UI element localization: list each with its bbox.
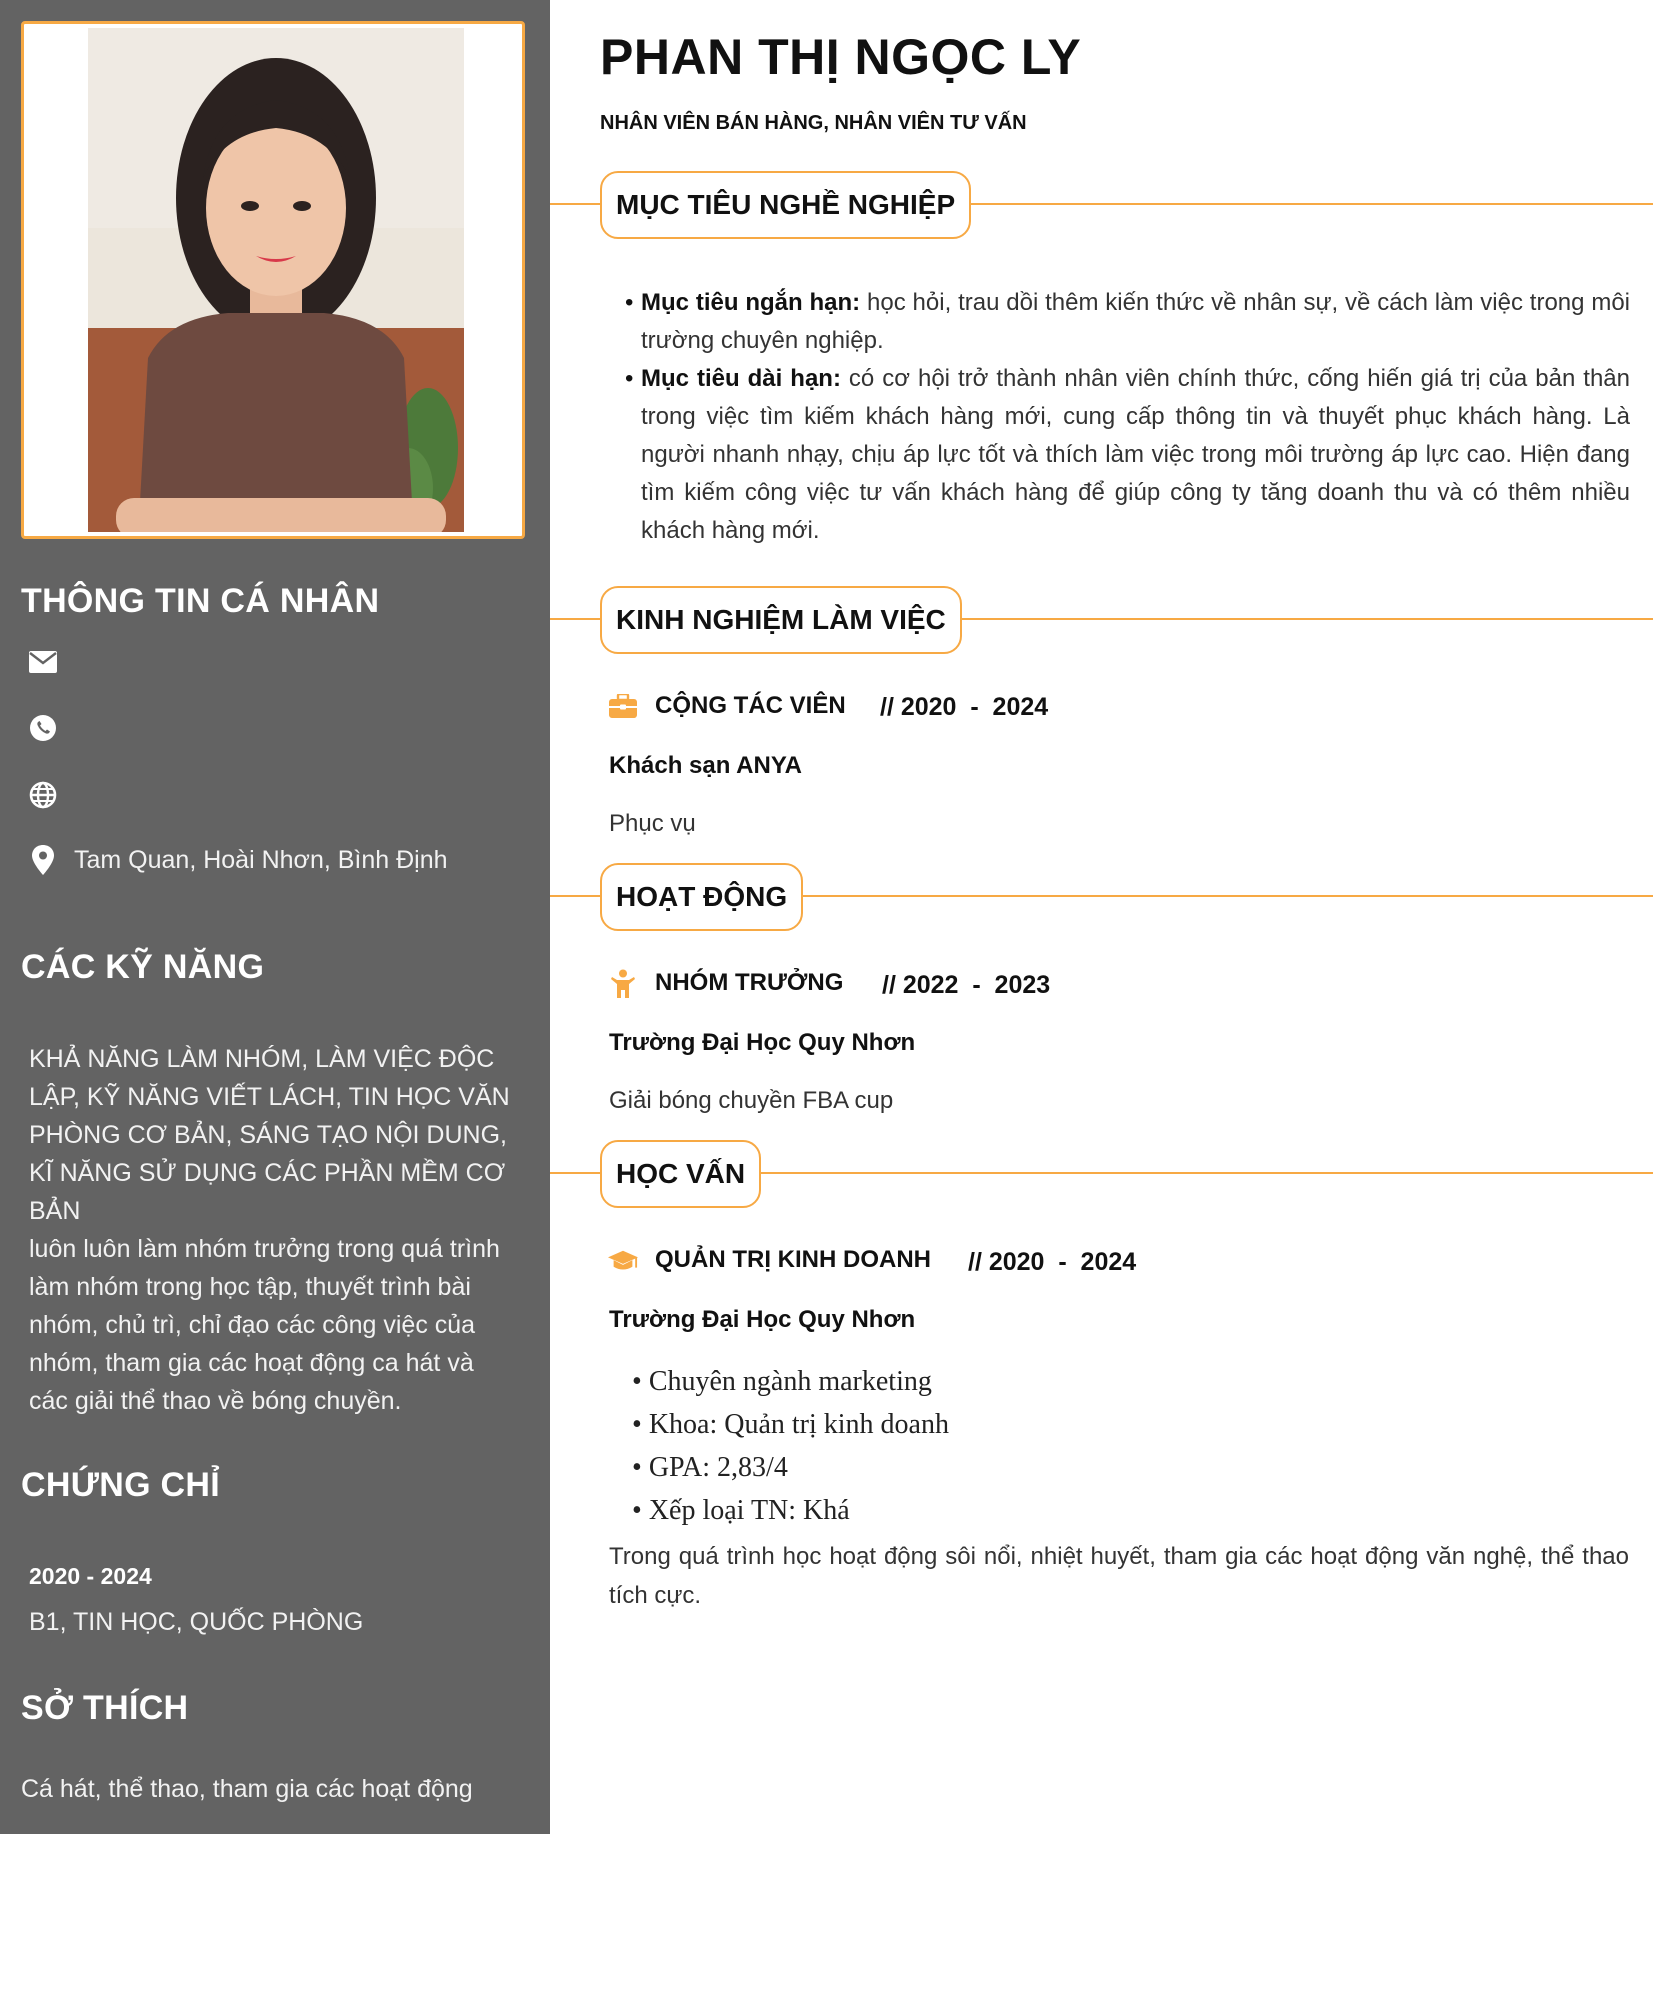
sidebar xyxy=(0,0,550,1834)
skills-line: các giải thể thao về bóng chuyền. xyxy=(29,1387,402,1415)
certificates-heading: CHỨNG CHỈ xyxy=(21,1466,221,1504)
candidate-role: NHÂN VIÊN BÁN HÀNG, NHÂN VIÊN TƯ VẤN xyxy=(600,112,1027,134)
certificate-name: B1, TIN HỌC, QUỐC PHÒNG xyxy=(29,1608,364,1636)
contact-email xyxy=(28,642,74,682)
education-title: QUẢN TRỊ KINH DOANH xyxy=(655,1246,931,1273)
contact-address xyxy=(28,840,448,880)
activities-org: Trường Đại Học Quy Nhơn xyxy=(609,1029,916,1056)
skills-line: LẬP, KỸ NĂNG VIẾT LÁCH, TIN HỌC VĂN xyxy=(29,1083,510,1111)
personal-info-heading: THÔNG TIN CÁ NHÂN xyxy=(21,582,380,620)
education-details xyxy=(632,1360,949,1532)
list-item: • GPA: 2,83/4 xyxy=(632,1446,949,1489)
map-marker-icon xyxy=(28,845,58,875)
globe-icon xyxy=(28,780,58,810)
candidate-name: PHAN THỊ NGỌC LY xyxy=(600,29,1082,85)
education-org: Trường Đại Học Quy Nhơn xyxy=(609,1306,916,1333)
experience-entry-header xyxy=(608,686,638,726)
activities-heading: HOẠT ĐỘNG xyxy=(600,863,803,931)
education-entry-header xyxy=(608,1242,638,1282)
skills-line: nhóm, tham gia các hoạt động ca hát và xyxy=(29,1349,474,1377)
graduation-cap-icon xyxy=(608,1247,638,1277)
skills-line: KĨ NĂNG SỬ DỤNG CÁC PHẦN MỀM CƠ xyxy=(29,1159,506,1187)
objective-heading: MỤC TIÊU NGHỀ NGHIỆP xyxy=(600,171,971,239)
certificate-year: 2020 - 2024 xyxy=(29,1563,152,1589)
profile-photo-frame xyxy=(21,21,525,539)
contact-website xyxy=(28,775,74,815)
briefcase-icon xyxy=(608,691,638,721)
contact-address-value: Tam Quan, Hoài Nhơn, Bình Định xyxy=(74,845,448,874)
objective-list xyxy=(625,284,1630,550)
education-date: // 2020 - 2024 xyxy=(968,1248,1137,1276)
experience-org: Khách sạn ANYA xyxy=(609,752,802,779)
experience-heading: KINH NGHIỆM LÀM VIỆC xyxy=(600,586,962,654)
activities-entry-header xyxy=(608,964,638,1004)
skills-text xyxy=(29,1040,519,1420)
envelope-icon xyxy=(28,647,58,677)
education-extra: Trong quá trình học hoạt động sôi nổi, nhiệt huyết, tham gia các hoạt động văn nghệ, thể thao tích cực. xyxy=(609,1543,1629,1609)
skills-line: KHẢ NĂNG LÀM NHÓM, LÀM VIỆC ĐỘC xyxy=(29,1045,495,1073)
skills-line: luôn luôn làm nhóm trưởng trong quá trình xyxy=(29,1235,500,1263)
activities-date: // 2022 - 2023 xyxy=(882,971,1051,999)
experience-title: CỘNG TÁC VIÊN xyxy=(655,692,846,719)
activities-desc: Giải bóng chuyền FBA cup xyxy=(609,1087,894,1114)
skills-line: nhóm, chủ trì, chỉ đạo các công việc của xyxy=(29,1311,476,1339)
profile-photo xyxy=(28,28,518,532)
contact-phone xyxy=(28,708,74,748)
skills-line: làm nhóm trong học tập, thuyết trình bài xyxy=(29,1273,471,1301)
phone-icon xyxy=(28,713,58,743)
experience-date: // 2020 - 2024 xyxy=(880,693,1049,721)
skills-heading: CÁC KỸ NĂNG xyxy=(21,948,265,986)
education-heading: HỌC VẤN xyxy=(600,1140,761,1208)
list-item: • Chuyên ngành marketing xyxy=(632,1360,949,1403)
hobbies-text: Cá hát, thể thao, tham gia các hoạt động xyxy=(21,1775,473,1803)
activities-title: NHÓM TRƯỞNG xyxy=(655,969,844,996)
list-item: • Khoa: Quản trị kinh doanh xyxy=(632,1403,949,1446)
list-item: • Xếp loại TN: Khá xyxy=(632,1489,949,1532)
objective-long-term: • Mục tiêu dài hạn: có cơ hội trở thành nhân viên chính thức, cống hiến giá trị của bản thân trong việc tìm kiếm khách hàng mới, cung cấp thông tin và thuyết phục khách hàng. Là người nhanh nhạy, chịu áp lực tốt và thích làm việc trong môi trường áp lực cao. Hiện đang tìm kiếm công việc tư vấn khách hàng để giúp công ty tăng doanh thu và có thêm nhiều khách hàng mới. xyxy=(625,360,1630,550)
child-icon xyxy=(608,969,638,999)
skills-line: BẢN xyxy=(29,1197,81,1225)
experience-desc: Phục vụ xyxy=(609,810,696,837)
hobbies-heading: SỞ THÍCH xyxy=(21,1689,189,1727)
skills-line: PHÒNG CƠ BẢN, SÁNG TẠO NỘI DUNG, xyxy=(29,1121,507,1149)
objective-short-term: • Mục tiêu ngắn hạn: học hỏi, trau dồi thêm kiến thức về nhân sự, về cách làm việc trong môi trường chuyên nghiệp. xyxy=(625,284,1630,360)
